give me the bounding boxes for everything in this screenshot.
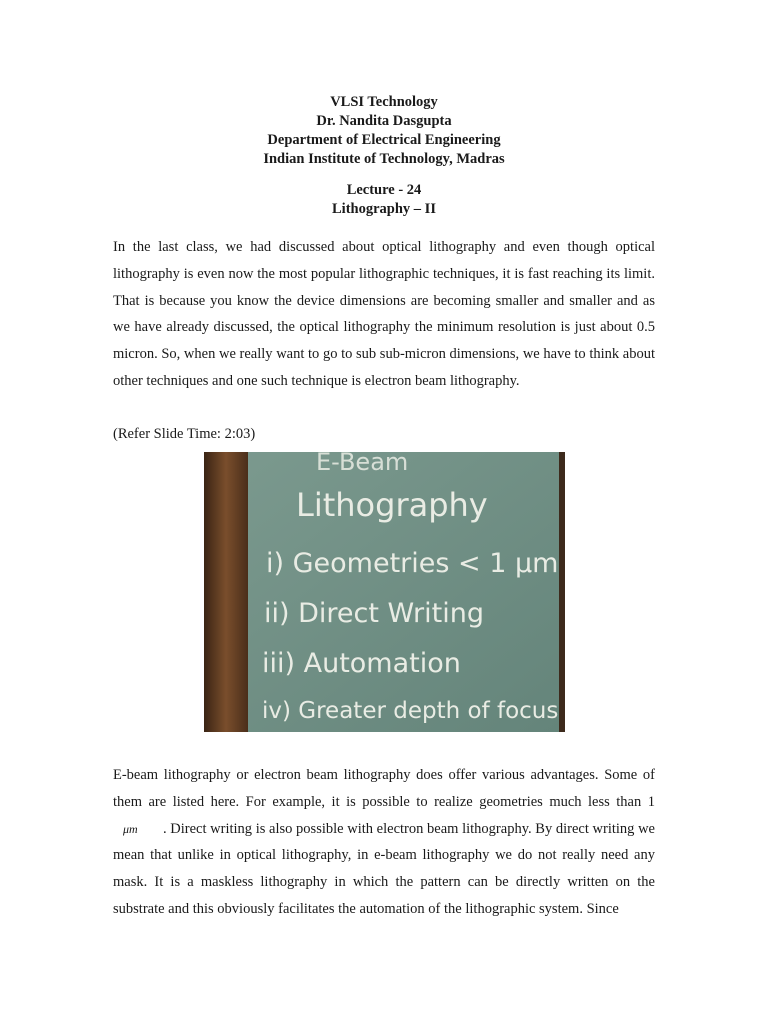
body-paragraph-part2: . Direct writing is also possible with electron beam lithography. By direct writing we mean that unlike in optical lithography, in e-beam lithography we do not really need any mask. It is a maskless lithography in which the pattern can be directly written on the substrate and this obviously facilitates the automation of the lithographic system. Since [113,820,655,917]
chalkboard-graphic [204,452,565,732]
document-header [0,93,768,169]
slide-heading: Lithography [296,486,488,524]
course-title: VLSI Technology [330,94,438,110]
department-name: Department of Electrical Engineering [267,132,501,148]
lecture-heading [0,181,768,219]
intro-paragraph: In the last class, we had discussed about optical lithography and even though optical lithography is even now the most popular lithographic techniques, it is fast reaching its limit. That is because you know the device dimensions are becoming smaller and smaller and as we have already discussed, the optical lithography the minimum resolution is just about 0.5 micron. So, when we really want to go to sub sub-micron dimensions, we have to think about other techniques and one such technique is electron beam lithography. [113,239,655,389]
slide-item-2: ii) Direct Writing [264,598,484,629]
lecture-title: Lithography – II [332,201,436,217]
body-paragraph [113,762,655,923]
slide-heading-top: E-Beam [316,452,409,476]
board-edge [559,452,565,732]
instructor-name: Dr. Nandita Dasgupta [316,113,452,129]
slide-item-3: iii) Automation [262,648,461,679]
institute-name: Indian Institute of Technology, Madras [263,151,505,167]
lecture-number: Lecture - 24 [346,182,422,198]
board-frame [204,452,248,732]
slide-item-1: i) Geometries < 1 μm [266,548,559,579]
slide-item-4: iv) Greater depth of focus [262,698,559,724]
micron-unit: μm [123,821,138,836]
body-paragraph-part1: E-beam lithography or electron beam lithography does offer various advantages. Some of them are listed here. For example, it is possible to realize geometries much less than 1 [113,767,655,810]
refer-slide-time: (Refer Slide Time: 2:03) [113,426,256,442]
slide-image [204,452,565,732]
